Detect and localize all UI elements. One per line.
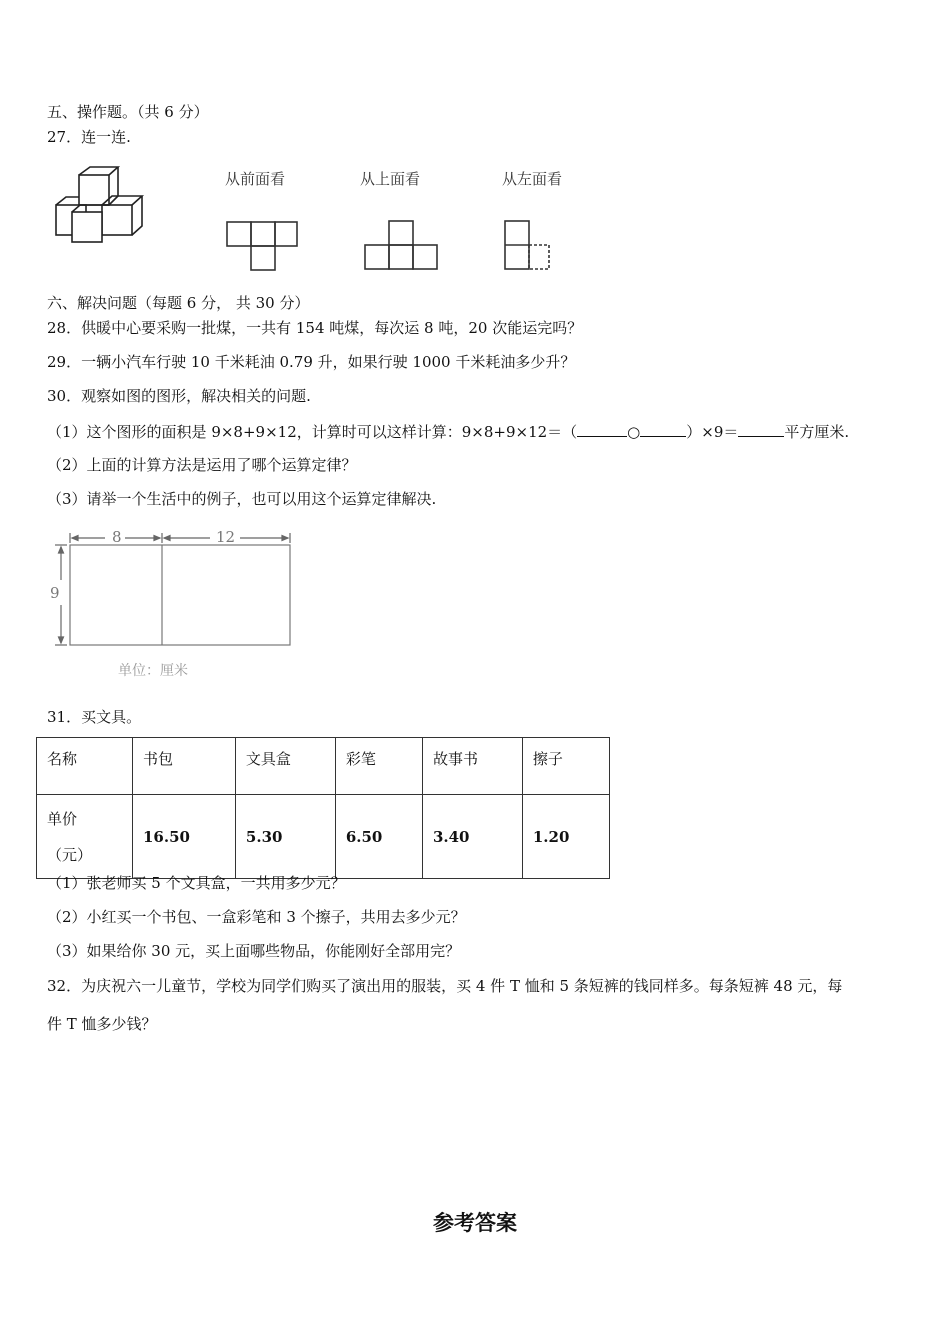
- row-label-line2: （元）: [47, 845, 93, 864]
- section6-title: 六、解决问题（每题 6 分， 共 30 分）: [47, 294, 310, 312]
- q30-blank-1[interactable]: [577, 421, 627, 437]
- q30-operator-circle[interactable]: ○: [627, 423, 641, 441]
- table-header-cell: 故事书: [422, 738, 522, 795]
- figure-width-8: 8: [112, 528, 122, 546]
- section5-title: 五、操作题。（共 6 分）: [47, 103, 209, 121]
- q30-part3: （3）请举一个生活中的例子，也可以用这个运算定律解决.: [47, 490, 437, 508]
- view-label-front: 从前面看: [225, 170, 286, 188]
- q31-part1: （1）张老师买 5 个文具盒，一共用多少元？: [47, 874, 346, 892]
- front-view-figure: [225, 220, 300, 272]
- q27-text: 27．连一连.: [47, 128, 131, 146]
- answer-title: 参考答案: [433, 1211, 517, 1235]
- price-cell: 3.40: [422, 795, 522, 879]
- table-header-cell: 书包: [133, 738, 236, 795]
- table-header-row: [37, 738, 610, 795]
- table-row: [37, 795, 610, 879]
- view-label-left: 从左面看: [502, 170, 563, 188]
- q30-part1-mid: ）×9＝: [686, 423, 739, 441]
- price-cell: 1.20: [522, 795, 609, 879]
- q30-text: 30．观察如图的图形，解决相关的问题.: [47, 387, 311, 405]
- q30-part1-unit: 平方厘米.: [784, 423, 850, 441]
- view-label-top: 从上面看: [360, 170, 421, 188]
- q29-text: 29．一辆小汽车行驶 10 千米耗油 0.79 升，如果行驶 1000 千米耗油多少升？: [47, 353, 576, 371]
- q31-part3: （3）如果给你 30 元，买上面哪些物品，你能刚好全部用完？: [47, 942, 461, 960]
- figure-unit: 单位：厘米: [118, 663, 188, 679]
- top-view-figure: [363, 219, 439, 271]
- q30-blank-3[interactable]: [738, 421, 784, 437]
- q30-part1-text: （1）这个图形的面积是 9×8+9×12，计算时可以这样计算：9×8+9×12＝（: [47, 423, 578, 441]
- q32-line2: 件 T 恤多少钱？: [47, 1015, 157, 1033]
- cube-stack-figure: [52, 165, 147, 245]
- q31-part2: （2）小红买一个书包、一盒彩笔和 3 个擦子，共用去多少元？: [47, 908, 466, 926]
- q32-line1: 32．为庆祝六一儿童节，学校为同学们购买了演出用的服装，买 4 件 T 恤和 5 条短裤的钱同样多。每条短裤 48 元，每: [47, 977, 843, 995]
- q31-text: 31．买文具。: [47, 708, 142, 726]
- table-header-cell: 彩笔: [335, 738, 422, 795]
- q30-part1: [47, 421, 849, 442]
- table-header-cell: 文具盒: [235, 738, 335, 795]
- figure-width-12: 12: [216, 528, 236, 546]
- price-table: [36, 737, 610, 879]
- q30-part2: （2）上面的计算方法是运用了哪个运算定律？: [47, 456, 357, 474]
- table-header-cell: 名称: [37, 738, 133, 795]
- figure-height-9: 9: [50, 584, 60, 602]
- q28-text: 28．供暖中心要采购一批煤，一共有 154 吨煤，每次运 8 吨，20 次能运完吗？: [47, 319, 583, 337]
- row-label-line1: 单价: [47, 809, 78, 828]
- price-cell: 16.50: [133, 795, 236, 879]
- price-cell: 5.30: [235, 795, 335, 879]
- table-header-cell: 擦子: [522, 738, 609, 795]
- price-cell: 6.50: [335, 795, 422, 879]
- q30-blank-2[interactable]: [640, 421, 686, 437]
- table-row-label: [37, 795, 133, 879]
- left-view-figure: [503, 219, 553, 271]
- rectangle-figure: [45, 525, 295, 685]
